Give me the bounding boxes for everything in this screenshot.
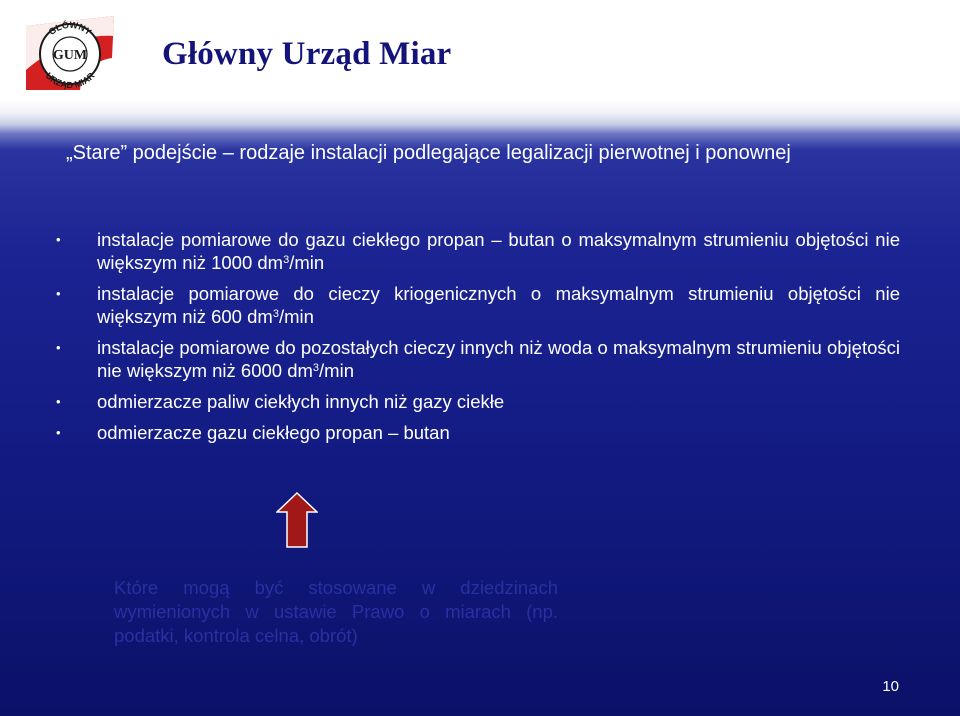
bullet-superscript: 3 [283,254,290,266]
svg-text:URZĄD MIAR: URZĄD MIAR [43,70,97,91]
bullet-text: odmierzacze paliw ciekłych innych niż gazy ciekłe [97,391,505,412]
bullet-text: instalacje pomiarowe do pozostałych cieczy innych niż woda o maksymalnym strumieniu objętości nie większym niż 6000 dm [97,337,900,381]
bullet-text: instalacje pomiarowe do gazu ciekłego propan – butan o maksymalnym strumieniu objętości nie większym niż 1000 dm [97,229,900,273]
bullet-icon: • [56,232,61,247]
bullet-unit: /min [278,306,314,327]
bullet-text: odmierzacze gazu ciekłego propan – butan [97,422,450,443]
bullet-text: instalacje pomiarowe do cieczy kriogenicznych o maksymalnym strumieniu objętości nie większym niż 600 dm [97,283,900,327]
bullet-icon: • [56,394,61,409]
bullet-icon: • [56,286,61,301]
bullet-icon: • [56,340,61,355]
bullet-unit: /min [319,360,354,381]
page-number: 10 [882,678,899,695]
gum-logo-icon [22,14,118,92]
list-item [54,390,900,413]
note-text: Które mogą być stosowane w dziedzinach wymienionych w ustawie Prawo o miarach (np. podatki, kontrola celna, obrót) [114,577,558,646]
svg-text:GUM: GUM [52,48,88,63]
arrow-up-icon [276,492,318,548]
list-item [54,228,900,274]
bullet-superscript: 3 [312,362,320,374]
list-item [54,336,900,382]
svg-text:GŁÓWNY: GŁÓWNY [46,19,94,38]
list-item [54,282,900,328]
page-title: Główny Urząd Miar [162,36,452,72]
bullet-superscript: 3 [272,308,279,320]
list-item [54,421,900,444]
slide-subtitle: „Stare” podejście – rodzaje instalacji podlegające legalizacji pierwotnej i ponownej [66,142,791,164]
bullet-unit: /min [289,252,325,273]
bullet-icon: • [56,425,61,440]
bullet-list [54,228,900,452]
